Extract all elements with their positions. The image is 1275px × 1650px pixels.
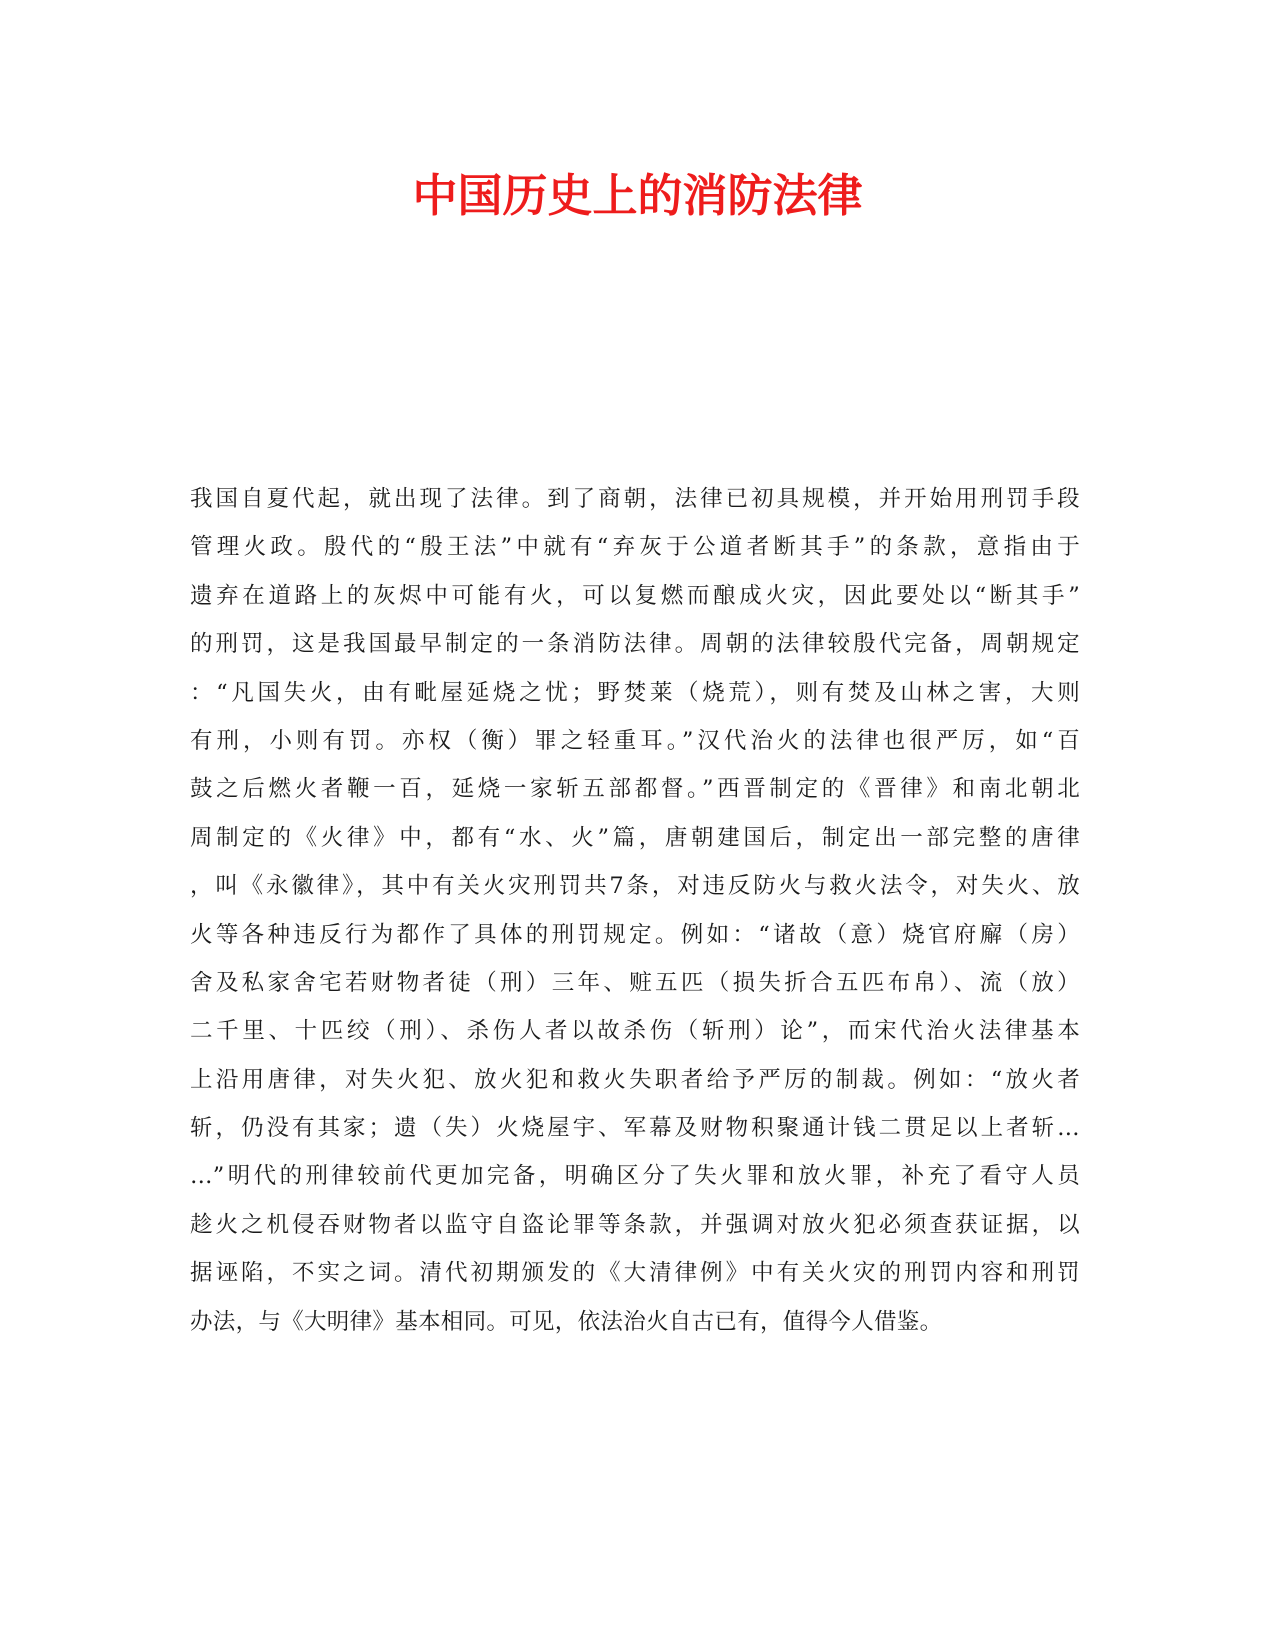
body-line: ，叫《永徽律》，其中有关火灾刑罚共7条，对违反防火与救火法令，对失火、放 bbox=[190, 873, 1080, 900]
body-line: 据诬陷，不实之词。清代初期颁发的《大清律例》中有关火灾的刑罚内容和刑罚 bbox=[190, 1260, 1080, 1287]
body-line: 办法，与《大明律》基本相同。可见，依法治火自古已有，值得今人借鉴。 bbox=[190, 1308, 943, 1335]
body-line: 的刑罚，这是我国最早制定的一条消防法律。周朝的法律较殷代完备，周朝规定 bbox=[190, 631, 1080, 658]
body-line: 周制定的《火律》中，都有“水、火”篇，唐朝建国后，制定出一部完整的唐律 bbox=[190, 824, 1080, 851]
body-line: 我国自夏代起，就出现了法律。到了商朝，法律已初具规模，并开始用刑罚手段 bbox=[190, 486, 1080, 512]
body-line: 上沿用唐律，对失火犯、放火犯和救火失职者给予严厉的制裁。例如：“放火者 bbox=[190, 1066, 1080, 1093]
body-line: ：“凡国失火，由有毗屋延烧之忧；野焚莱（烧荒），则有焚及山林之害，大则 bbox=[190, 679, 1080, 706]
body-line: 鼓之后燃火者鞭一百，延烧一家斩五部都督。”西晋制定的《晋律》和南北朝北 bbox=[190, 776, 1080, 803]
document-body bbox=[190, 475, 1080, 1346]
body-line: 管理火政。殷代的“殷王法”中就有“弃灰于公道者断其手”的条款，意指由于 bbox=[190, 534, 1080, 561]
body-line: 趁火之机侵吞财物者以监守自盗论罪等条款，并强调对放火犯必须查获证据，以 bbox=[190, 1211, 1080, 1238]
body-line: 遗弃在道路上的灰烬中可能有火，可以复燃而酿成火灾，因此要处以“断其手” bbox=[190, 582, 1080, 609]
document-title: 中国历史上的消防法律 bbox=[412, 169, 863, 222]
body-line: 有刑，小则有罚。亦权（衡）罪之轻重耳。”汉代治火的法律也很严厉，如“百 bbox=[190, 727, 1080, 754]
body-line: 斩，仍没有其家；遗（失）火烧屋宇、军幕及财物积聚通计钱二贯足以上者斩… bbox=[190, 1115, 1080, 1142]
body-line: …”明代的刑律较前代更加完备，明确区分了失火罪和放火罪，补充了看守人员 bbox=[190, 1163, 1080, 1190]
body-line: 二千里、十匹绞（刑）、杀伤人者以故杀伤（斩刑）论”，而宋代治火法律基本 bbox=[190, 1018, 1080, 1045]
body-line: 舍及私家舍宅若财物者徒（刑）三年、赃五匹（损失折合五匹布帛）、流（放） bbox=[190, 969, 1080, 996]
body-line: 火等各种违反行为都作了具体的刑罚规定。例如：“诸故（意）烧官府廨（房） bbox=[190, 921, 1080, 948]
